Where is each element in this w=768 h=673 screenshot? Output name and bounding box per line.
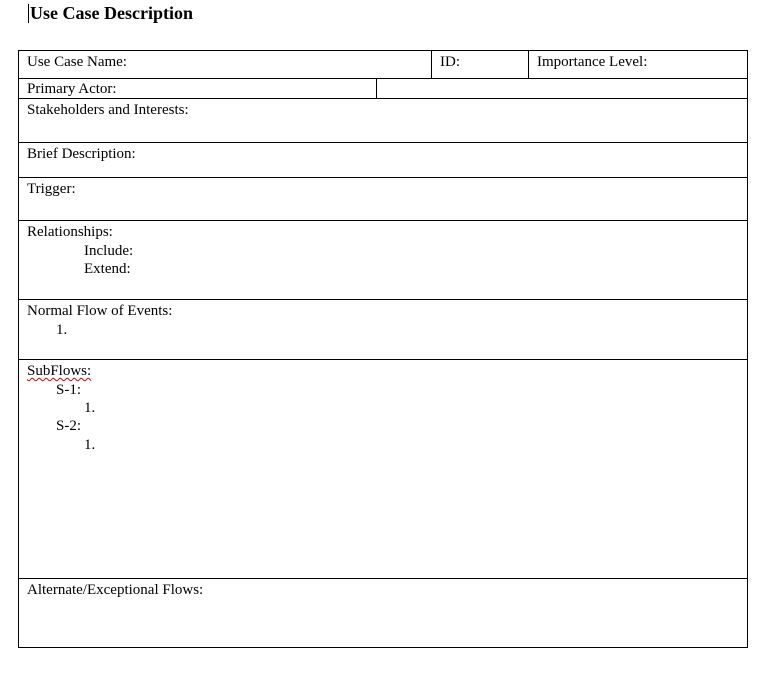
row-divider-2 (19, 98, 747, 99)
brief-description-label: Brief Description: (27, 146, 136, 162)
row-divider-4 (19, 177, 747, 178)
subflow-s2-label: S-2: (56, 418, 82, 434)
alternate-flows-label: Alternate/Exceptional Flows: (27, 582, 204, 598)
row-divider-7 (19, 359, 747, 360)
extend-label: Extend: (84, 261, 131, 277)
relationships-label: Relationships: (27, 224, 113, 240)
stakeholders-label: Stakeholders and Interests: (27, 102, 189, 118)
divider-id-importance (528, 51, 529, 78)
subflow-s2-item-1: 1. (84, 437, 96, 453)
subflow-s1-item-1: 1. (84, 400, 96, 416)
divider-primary-actor (376, 78, 377, 98)
normal-flow-item-1: 1. (56, 322, 68, 338)
document-title: Use Case Description (30, 3, 193, 23)
normal-flow-label: Normal Flow of Events: (27, 303, 173, 319)
use-case-name-label: Use Case Name: (27, 54, 127, 70)
id-label: ID: (440, 54, 460, 70)
include-label: Include: (84, 243, 134, 259)
subflows-label: SubFlows: (27, 363, 92, 379)
divider-name-id (431, 51, 432, 78)
use-case-form-table (18, 50, 748, 648)
trigger-label: Trigger: (27, 181, 76, 197)
importance-level-label: Importance Level: (537, 54, 648, 70)
subflow-s1-label: S-1: (56, 382, 82, 398)
text-cursor (28, 4, 29, 23)
row-divider-3 (19, 142, 747, 143)
row-divider-8 (19, 578, 747, 579)
row-divider-1 (19, 78, 747, 79)
primary-actor-label: Primary Actor: (27, 81, 117, 97)
row-divider-5 (19, 220, 747, 221)
row-divider-6 (19, 299, 747, 300)
